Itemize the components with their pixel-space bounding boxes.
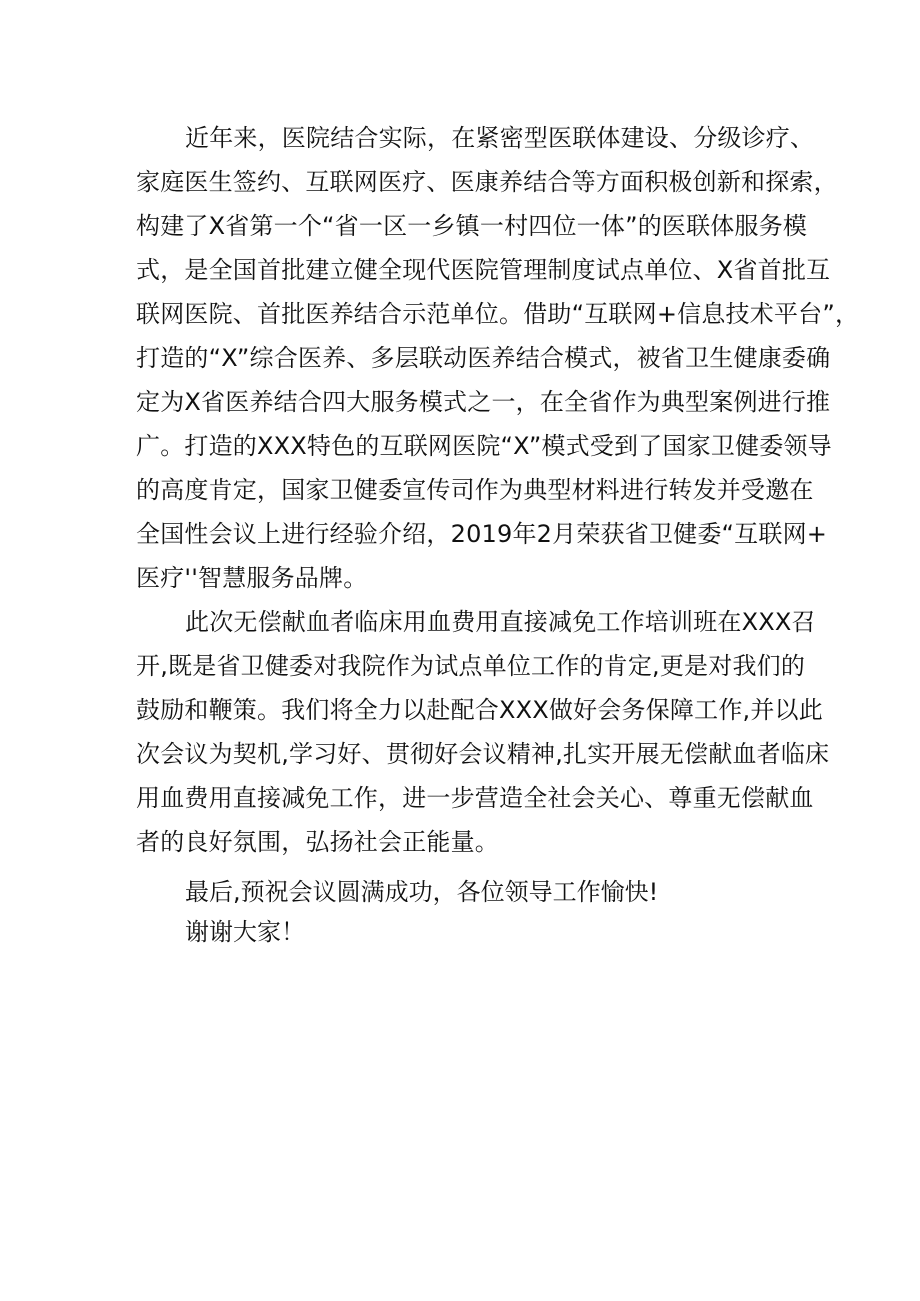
paragraph-line: 用血费用直接减免工作，进一步营造全社会关心、尊重无偿献血 xyxy=(136,784,814,812)
paragraph-line: 式，是全国首批建立健全现代医院管理制度试点单位、X省首批互 xyxy=(136,256,831,284)
paragraph-line: 次会议为契机,学习好、贯彻好会议精神,扎实开展无偿献血者临床 xyxy=(136,740,830,768)
paragraph-1 xyxy=(136,116,860,600)
paragraph-2 xyxy=(136,600,830,864)
paragraph-line: 医疗''智慧服务品牌。 xyxy=(136,564,368,592)
paragraph-line: 鼓励和鞭策。我们将全力以赴配合XXX做好会务保障工作,并以此 xyxy=(136,696,823,724)
paragraph-line: 定为X省医养结合四大服务模式之一，在全省作为典型案例进行推 xyxy=(136,388,831,416)
paragraph-line: 构建了X省第一个“省一区一乡镇一村四位一体”的医联体服务模 xyxy=(136,212,808,240)
paragraph-line: 广。打造的XXX特色的互联网医院“X”模式受到了国家卫健委领导 xyxy=(136,432,832,460)
paragraph-line: 打造的“X”综合医养、多层联动医养结合模式，被省卫生健康委确 xyxy=(136,344,831,372)
spacer xyxy=(136,864,804,872)
speech-text xyxy=(136,116,860,952)
paragraph-line: 联网医院、首批医养结合示范单位。借助“互联网+信息技术平台”， xyxy=(136,300,860,328)
paragraph-line: 近年来，医院结合实际，在紧密型医联体建设、分级诊疗、 xyxy=(185,124,815,152)
paragraph-line: 者的良好氛围，弘扬社会正能量。 xyxy=(136,828,499,856)
paragraph-line: 家庭医生签约、互联网医疗、医康养结合等方面积极创新和探索， xyxy=(136,168,838,196)
closing-wish: 最后,预祝会议圆满成功，各位领导工作愉快! xyxy=(185,878,659,906)
paragraph-line: 此次无偿献血者临床用血费用直接减免工作培训班在XXX召 xyxy=(185,608,816,636)
paragraph-line: 全国性会议上进行经验介绍，2019年2月荣获省卫健委“互联网+ xyxy=(136,520,828,548)
paragraph-line: 开,既是省卫健委对我院作为试点单位工作的肯定,更是对我们的 xyxy=(136,652,806,680)
paragraph-line: 的高度肯定，国家卫健委宣传司作为典型材料进行转发并受邀在 xyxy=(136,476,814,504)
closing-thanks: 谢谢大家！ xyxy=(185,918,305,946)
